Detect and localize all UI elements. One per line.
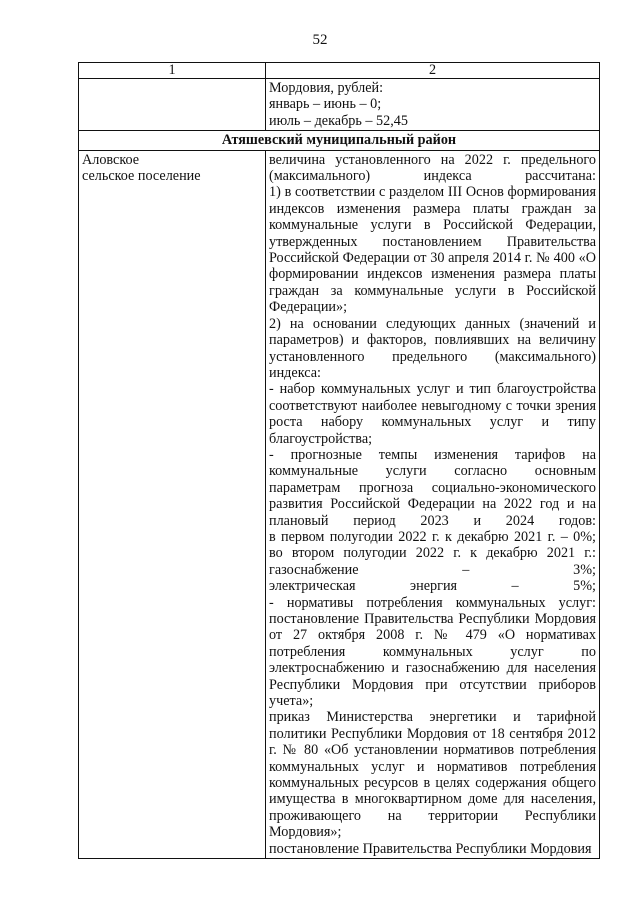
paragraph: электрическая энергия – 5%;: [269, 578, 596, 595]
paragraph: 2) на основании следующих данных (значений и параметров) и факторов, повлиявших на величину установленного предельного (максимального) индекса:: [269, 315, 596, 381]
description-cell: [266, 150, 600, 858]
continued-line: январь – июнь – 0;: [269, 96, 382, 113]
continued-line: июль – декабрь – 52,45: [269, 112, 408, 129]
paragraph: во втором полугодии 2022 г. к декабрю 2021 г.:: [269, 545, 596, 562]
column-header-1: 1: [79, 63, 266, 79]
settlement-name: Аловское: [82, 151, 140, 168]
table-header-row: [79, 63, 600, 79]
paragraph: постановление Правительства Республики Мордовия: [269, 840, 592, 857]
empty-cell: [79, 79, 266, 131]
paragraph: - нормативы потребления коммунальных услуг:: [269, 594, 596, 611]
paragraph: - набор коммунальных услуг и тип благоустройства соответствуют наиболее невыгодному с точки зрения роста набору коммунальных услуг и типу благоустройства;: [269, 381, 596, 447]
paragraph: 1) в соответствии с разделом III Основ формирования индексов изменения размера платы граждан за коммунальные услуги в Российской Федерации, утвержденных постановлением Правительства Российской Федерации от 30 апреля 2014 г. № 400 «О формировании индексов изменения размера платы граждан за коммунальные услуги в Российской Федерации»;: [269, 184, 596, 316]
table-row-continued: [79, 79, 600, 131]
data-table: [78, 62, 600, 859]
paragraph: газоснабжение – 3%;: [269, 561, 596, 578]
column-header-2: 2: [266, 63, 600, 79]
settlement-type: сельское поселение: [82, 168, 201, 185]
paragraph: - прогнозные темпы изменения тарифов на коммунальные услуги согласно основным параметрам прогноза социально-экономического развития Российской Федерации на 2022 год и на плановый период 2023 и 2024 годов:: [269, 446, 596, 529]
district-title: Атяшевский муниципальный район: [79, 131, 600, 150]
continued-line: Мордовия, рублей:: [269, 80, 384, 96]
settlement-cell: [79, 150, 266, 858]
paragraph: в первом полугодии 2022 г. к декабрю 2021 г. – 0%;: [269, 528, 596, 545]
table-row-settlement: [79, 150, 600, 858]
paragraph: величина установленного на 2022 г. предельного (максимального) индекса рассчитана:: [269, 151, 596, 185]
district-row: [79, 131, 600, 150]
page-number: 52: [312, 32, 328, 48]
continued-cell: [266, 79, 600, 131]
paragraph: приказ Министерства энергетики и тарифной политики Республики Мордовия от 18 сентября 2012 г. № 80 «Об установлении нормативов потребления коммунальных услуг и нормативов потребления коммунальных ресурсов в целях содержания общего имущества в многоквартирном доме для населения, проживающего на территории Республики Мордовия»;: [269, 709, 596, 841]
paragraph: постановление Правительства Республики Мордовия от 27 октября 2008 г. № 479 «О нормативах потребления коммунальных услуг по электроснабжению и газоснабжению для населения Республики Мордовия при отсутствии приборов учета»;: [269, 611, 596, 710]
